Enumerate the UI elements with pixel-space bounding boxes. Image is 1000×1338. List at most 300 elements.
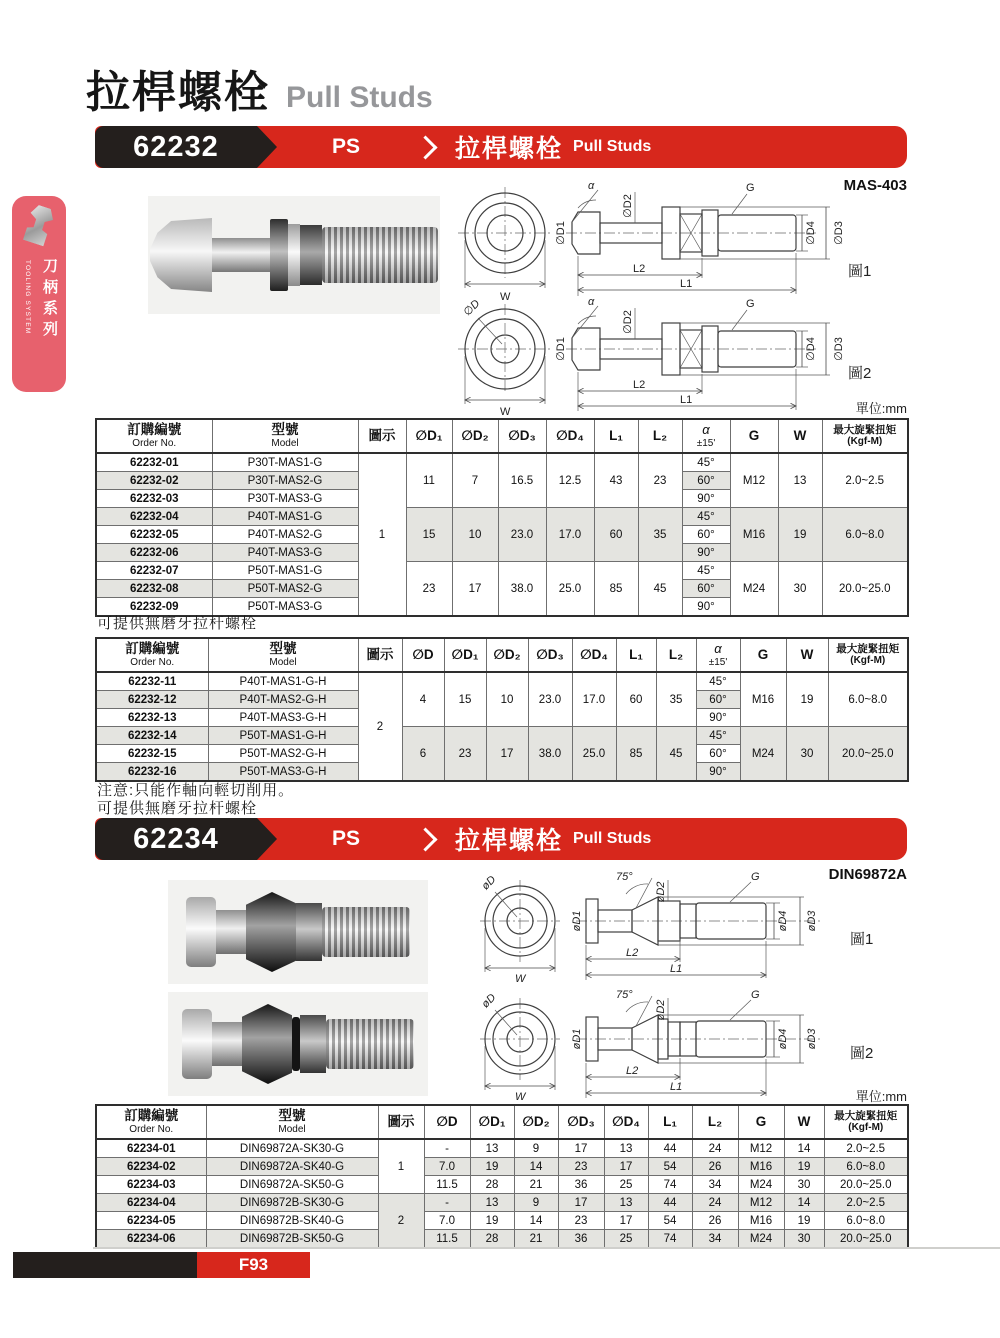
table-cell: 54 [648, 1212, 692, 1230]
table-cell: 10 [486, 672, 528, 727]
table-cell: 60° [682, 580, 730, 598]
table-cell: DIN69872B-SK30-G [206, 1194, 378, 1212]
dim-label-l2: L2 [633, 263, 646, 275]
table-cell: 11 [406, 453, 452, 508]
page-title [86, 56, 433, 120]
column-header: L₁ [648, 1105, 692, 1139]
dim-label-l2: L2 [626, 1065, 639, 1077]
column-header: ∅D₃ [498, 419, 546, 453]
table-row [96, 1176, 908, 1194]
table-cell: 90° [682, 490, 730, 508]
table-cell: M12 [738, 1194, 784, 1212]
table-cell: 44 [648, 1194, 692, 1212]
table-cell: 60° [682, 472, 730, 490]
column-header: L₁ [616, 638, 656, 672]
table-cell: 11.5 [424, 1176, 470, 1194]
column-header: ∅D₁ [406, 419, 452, 453]
table-cell: 30 [778, 562, 822, 617]
table-cell: - [424, 1194, 470, 1212]
standard-label-mas403: MAS-403 [843, 177, 907, 194]
table-cell: P50T-MAS3-G [212, 598, 358, 617]
column-header: 型號 Model [212, 419, 358, 453]
dim-label-w: W [500, 406, 511, 417]
column-header: ∅D₄ [572, 638, 616, 672]
table-cell: 34 [692, 1230, 738, 1249]
table-cell: 11.5 [424, 1230, 470, 1249]
table-cell: 2 [358, 672, 402, 781]
table-cell: 85 [616, 727, 656, 782]
dim-label-g: G [746, 298, 755, 310]
table-cell: 62232-07 [96, 562, 212, 580]
section-code-pill [95, 126, 257, 168]
column-header: ∅D₄ [604, 1105, 648, 1139]
table-cell: 45° [682, 453, 730, 472]
table-cell: 45° [682, 562, 730, 580]
column-header: 圖示 [378, 1105, 424, 1139]
chevron-right-icon [413, 827, 437, 851]
table-cell: 62232-09 [96, 598, 212, 617]
technical-drawing-mas-fig1 [450, 178, 850, 303]
figure2-label: 圖2 [848, 365, 872, 382]
dim-label-d1: ∅D1 [555, 337, 567, 361]
table-cell: M24 [740, 727, 786, 782]
table-cell: 17 [558, 1194, 604, 1212]
table-cell: 60° [696, 745, 740, 763]
table-cell: 16.5 [498, 453, 546, 508]
stud-cone [246, 892, 296, 972]
column-header: α ±15' [682, 419, 730, 453]
sidebar-title-zh: 刀柄系列 [41, 258, 58, 342]
table-cell: P40T-MAS3-G [212, 544, 358, 562]
table-cell: 14 [514, 1212, 558, 1230]
table-cell: 62232-11 [96, 672, 208, 691]
dim-label-d4: øD4 [777, 1028, 789, 1050]
table-cell: 62234-01 [96, 1139, 206, 1158]
pill-arrow [257, 818, 277, 860]
table-cell: 7.0 [424, 1212, 470, 1230]
table-cell: P50T-MAS1-G [212, 562, 358, 580]
banner-title-en: Pull Studs [573, 138, 652, 155]
stud-oring [292, 1017, 300, 1071]
table-cell: 17 [604, 1158, 648, 1176]
table-cell: 60° [682, 526, 730, 544]
table-cell: 74 [648, 1176, 692, 1194]
table-row [96, 1194, 908, 1212]
page-number-badge: F93 [197, 1252, 310, 1278]
table-cell: P40T-MAS3-G-H [208, 709, 358, 727]
table-cell: 60 [616, 672, 656, 727]
table-cell: 14 [784, 1139, 824, 1158]
table-cell: 28 [470, 1230, 514, 1249]
table-cell: 15 [406, 508, 452, 562]
table-cell: 45° [696, 727, 740, 745]
stud-head [150, 218, 212, 292]
stud-neck [212, 1022, 242, 1066]
table-cell: 45 [656, 727, 696, 782]
stud-neck [216, 910, 246, 954]
unit-label: 單位:mm [855, 401, 907, 416]
stud-flange [270, 219, 288, 291]
dim-label-d1: ∅D1 [555, 221, 567, 245]
dim-label-d3: øD3 [806, 910, 818, 932]
table-cell: 9 [514, 1194, 558, 1212]
dim-label-l1: L1 [680, 394, 693, 406]
column-header: 圖示 [358, 419, 406, 453]
column-header: ∅D₃ [528, 638, 572, 672]
table-cell: 7.0 [424, 1158, 470, 1176]
table-cell: 20.0~25.0 [824, 1176, 908, 1194]
table-cell: P50T-MAS2-G [212, 580, 358, 598]
table-cell: 36 [558, 1176, 604, 1194]
table-cell: 13 [778, 453, 822, 508]
table-cell: 44 [648, 1139, 692, 1158]
column-header: α ±15' [696, 638, 740, 672]
table-cell: P40T-MAS2-G [212, 526, 358, 544]
column-header: W [778, 419, 822, 453]
technical-drawing-din-fig1 [468, 868, 848, 986]
dim-label-d: øD [479, 991, 499, 1011]
table-cell: 90° [682, 544, 730, 562]
table-cell: 54 [648, 1158, 692, 1176]
table-cell: 62232-05 [96, 526, 212, 544]
dim-label-g: G [751, 989, 760, 1001]
table-cell: 24 [692, 1194, 738, 1212]
table-cell: 62232-12 [96, 691, 208, 709]
column-header: ∅D₂ [486, 638, 528, 672]
table-cell: 62234-03 [96, 1176, 206, 1194]
table-cell: 7 [452, 453, 498, 508]
stud-cone [242, 1004, 292, 1084]
series-label: PS [331, 827, 360, 850]
table-cell: 45° [696, 672, 740, 691]
column-header: 最大旋緊扭矩 (Kgf-M) [822, 419, 908, 453]
note-caution: 注意:只能作軸向輕切削用。 [97, 782, 295, 799]
column-header: ∅D [402, 638, 444, 672]
table-cell: 62234-04 [96, 1194, 206, 1212]
table-cell: 13 [604, 1139, 648, 1158]
footer-divider [93, 1247, 1000, 1249]
table-cell: 19 [470, 1158, 514, 1176]
column-header: 訂購編號 Order No. [96, 1105, 206, 1139]
table-cell: 20.0~25.0 [822, 562, 908, 617]
table-cell: 85 [594, 562, 638, 617]
table-cell: M24 [730, 562, 778, 617]
stud-collar [300, 1015, 326, 1073]
stud-thread [322, 907, 410, 957]
table-cell: 62232-15 [96, 745, 208, 763]
stud-ring [288, 224, 300, 286]
table-cell: 23.0 [498, 508, 546, 562]
table-cell: 62234-02 [96, 1158, 206, 1176]
table-cell: 45° [682, 508, 730, 526]
table-cell: 6.0~8.0 [828, 672, 908, 727]
table-cell: 62232-01 [96, 453, 212, 472]
chevron-right-icon [413, 135, 437, 159]
dim-label-angle: 75° [616, 989, 633, 1001]
section-banner-62232 [95, 126, 907, 168]
table-cell: 25.0 [572, 727, 616, 782]
table-cell: P30T-MAS2-G [212, 472, 358, 490]
column-header: L₂ [656, 638, 696, 672]
stud-cap [186, 897, 216, 967]
table-cell: DIN69872B-SK40-G [206, 1212, 378, 1230]
dim-label-w: W [500, 291, 511, 303]
column-header: 最大旋緊扭矩 (Kgf-M) [828, 638, 908, 672]
table-cell: 20.0~25.0 [824, 1230, 908, 1249]
table-row [96, 1139, 908, 1158]
column-header: W [786, 638, 828, 672]
stud-thread [326, 1019, 414, 1069]
table-cell: 10 [452, 508, 498, 562]
table-cell: 20.0~25.0 [828, 727, 908, 782]
table-cell: 15 [444, 672, 486, 727]
table-cell: M16 [730, 508, 778, 562]
table-cell: 23 [558, 1212, 604, 1230]
table-cell: 35 [638, 508, 682, 562]
dim-label-d3: ∅D3 [833, 337, 845, 361]
column-header: ∅D₁ [470, 1105, 514, 1139]
stud-collar [296, 903, 322, 961]
table-cell: 19 [786, 672, 828, 727]
dim-label-d1: øD1 [571, 910, 583, 932]
table-cell: P50T-MAS2-G-H [208, 745, 358, 763]
table-cell: 13 [470, 1139, 514, 1158]
table-cell: 6.0~8.0 [824, 1158, 908, 1176]
table-cell: P30T-MAS1-G [212, 453, 358, 472]
table-cell: M12 [730, 453, 778, 508]
table-cell: - [424, 1139, 470, 1158]
table-cell: 90° [682, 598, 730, 617]
column-header: G [740, 638, 786, 672]
table-cell: 21 [514, 1176, 558, 1194]
table-cell: 4 [402, 672, 444, 727]
column-header: L₁ [594, 419, 638, 453]
column-header: G [738, 1105, 784, 1139]
sidebar-title-en: TOOLING SYSTEM [24, 260, 31, 335]
table-cell: 35 [656, 672, 696, 727]
table-cell: 62234-06 [96, 1230, 206, 1249]
table-cell: 36 [558, 1230, 604, 1249]
column-header: ∅D₄ [546, 419, 594, 453]
table-cell: 2.0~2.5 [824, 1139, 908, 1158]
table-cell: M16 [740, 672, 786, 727]
dim-label-d2: øD2 [655, 881, 667, 903]
table-cell: 34 [692, 1176, 738, 1194]
table-cell: M24 [738, 1176, 784, 1194]
table-cell: 26 [692, 1212, 738, 1230]
dim-label-d2: ∅D2 [622, 194, 634, 218]
dim-label-g: G [746, 182, 755, 194]
column-header: L₂ [692, 1105, 738, 1139]
figure1-label: 圖1 [848, 263, 872, 280]
table-row [96, 672, 908, 691]
table-cell: 19 [470, 1212, 514, 1230]
dim-label-l1: L1 [670, 963, 683, 975]
table-cell: 17 [452, 562, 498, 617]
table-cell: 90° [696, 709, 740, 727]
table-cell: M12 [738, 1139, 784, 1158]
table-cell: 2.0~2.5 [822, 453, 908, 508]
section-code-pill [95, 818, 257, 860]
column-header: ∅D₂ [514, 1105, 558, 1139]
table-cell: 9 [514, 1139, 558, 1158]
table-cell: 6.0~8.0 [822, 508, 908, 562]
table-cell: 45 [638, 562, 682, 617]
banner-title-en: Pull Studs [573, 830, 652, 847]
table-cell: 38.0 [528, 727, 572, 782]
stud-cap [182, 1009, 212, 1079]
banner-title [455, 126, 651, 168]
dim-label-g: G [751, 871, 760, 883]
table-cell: DIN69872A-SK50-G [206, 1176, 378, 1194]
table-cell: 1 [378, 1139, 424, 1194]
table-row [96, 727, 908, 745]
table-cell: 12.5 [546, 453, 594, 508]
column-header: ∅D₂ [452, 419, 498, 453]
table-row [96, 508, 908, 526]
table-cell: P50T-MAS3-G-H [208, 763, 358, 782]
table-cell: 62232-03 [96, 490, 212, 508]
table-cell: 23 [638, 453, 682, 508]
table-cell: 23 [406, 562, 452, 617]
table-cell: 62232-04 [96, 508, 212, 526]
dim-label-d1: øD1 [571, 1028, 583, 1050]
dim-label-w: W [515, 973, 526, 985]
table-row [96, 562, 908, 580]
standard-label-din69872a: DIN69872A [828, 866, 907, 883]
table-cell: 62234-05 [96, 1212, 206, 1230]
table-cell: 2.0~2.5 [824, 1194, 908, 1212]
table-cell: 60° [696, 691, 740, 709]
dim-label-angle: 75° [616, 871, 633, 883]
table-cell: 17 [558, 1139, 604, 1158]
table-cell: 74 [648, 1230, 692, 1249]
table-cell: DIN69872B-SK50-G [206, 1230, 378, 1249]
product-photo-62234-b [168, 992, 428, 1096]
table-cell: 38.0 [498, 562, 546, 617]
figure2-label: 圖2 [850, 1045, 874, 1062]
table-cell: 90° [696, 763, 740, 782]
table-cell: 19 [778, 508, 822, 562]
dim-label-d: øD [479, 873, 499, 893]
table-cell: 13 [470, 1194, 514, 1212]
table-cell: 62232-06 [96, 544, 212, 562]
table-cell: 60 [594, 508, 638, 562]
table-cell: P50T-MAS1-G-H [208, 727, 358, 745]
series-label: PS [331, 135, 360, 158]
dim-label-d4: øD4 [777, 910, 789, 932]
table-cell: M24 [738, 1230, 784, 1249]
table-cell: 62232-02 [96, 472, 212, 490]
table-cell: 17 [604, 1212, 648, 1230]
dim-label-d: ∅D [461, 297, 483, 319]
table-cell: 6 [402, 727, 444, 782]
column-header: ∅D₁ [444, 638, 486, 672]
section-banner-62234 [95, 818, 907, 860]
sidebar-tab-tooling-system [12, 196, 66, 392]
section-code: 62232 [133, 130, 219, 163]
table-row [96, 453, 908, 472]
stud-collar [300, 225, 322, 285]
spec-table-62234 [95, 1104, 907, 1249]
dim-label-l2: L2 [633, 379, 646, 391]
dim-label-alpha: α [588, 296, 595, 308]
table-cell: 25 [604, 1176, 648, 1194]
column-header: ∅D₃ [558, 1105, 604, 1139]
dim-label-d4: ∅D4 [805, 221, 817, 245]
table-cell: 62232-13 [96, 709, 208, 727]
table-cell: 24 [692, 1139, 738, 1158]
dim-label-alpha: α [588, 180, 595, 192]
stud-thread [322, 227, 438, 283]
column-header: 型號 Model [208, 638, 358, 672]
table-cell: P40T-MAS1-G [212, 508, 358, 526]
dim-label-l1: L1 [680, 278, 693, 290]
dim-label-d4: ∅D4 [805, 337, 817, 361]
table-cell: 25.0 [546, 562, 594, 617]
product-photo-62234-a [168, 880, 428, 984]
table-cell: 19 [784, 1158, 824, 1176]
column-header: L₂ [638, 419, 682, 453]
table-cell: 23 [558, 1158, 604, 1176]
table-cell: 1 [358, 453, 406, 616]
column-header: 型號 Model [206, 1105, 378, 1139]
table-cell: 62232-14 [96, 727, 208, 745]
dim-label-l2: L2 [626, 947, 639, 959]
table-cell: 30 [786, 727, 828, 782]
page-title-en: Pull Studs [286, 81, 433, 114]
table-cell: 62232-08 [96, 580, 212, 598]
table-cell: 14 [514, 1158, 558, 1176]
column-header: 圖示 [358, 638, 402, 672]
table-row [96, 1230, 908, 1249]
product-photo-62232 [148, 196, 440, 314]
table-cell: 28 [470, 1176, 514, 1194]
table-cell: 6.0~8.0 [824, 1212, 908, 1230]
dim-label-d2: øD2 [655, 999, 667, 1021]
banner-title-zh: 拉桿螺栓 [455, 135, 564, 163]
table-cell: 17.0 [546, 508, 594, 562]
table-cell: 23 [444, 727, 486, 782]
table-cell: 13 [604, 1194, 648, 1212]
column-header: 訂購編號 Order No. [96, 419, 212, 453]
dim-label-d3: øD3 [806, 1028, 818, 1050]
table-cell: 17.0 [572, 672, 616, 727]
table-cell: P40T-MAS2-G-H [208, 691, 358, 709]
table-cell: 14 [784, 1194, 824, 1212]
table-cell: DIN69872A-SK30-G [206, 1139, 378, 1158]
table-cell: DIN69872A-SK40-G [206, 1158, 378, 1176]
table-cell: 26 [692, 1158, 738, 1176]
column-header: ∅D [424, 1105, 470, 1139]
table-cell: 30 [784, 1176, 824, 1194]
spec-table-62232-fig2 [95, 637, 907, 782]
spec-table-62232-fig1 [95, 418, 907, 617]
table-cell: M16 [738, 1212, 784, 1230]
banner-title [455, 818, 651, 860]
table-cell: 21 [514, 1230, 558, 1249]
table-row [96, 1212, 908, 1230]
dim-label-d2: ∅D2 [622, 310, 634, 334]
page-title-zh: 拉桿螺栓 [86, 68, 270, 117]
table-cell: 19 [784, 1212, 824, 1230]
table-cell: P30T-MAS3-G [212, 490, 358, 508]
table-cell: M16 [738, 1158, 784, 1176]
table-cell: 17 [486, 727, 528, 782]
table-cell: 25 [604, 1230, 648, 1249]
column-header: 訂購編號 Order No. [96, 638, 208, 672]
unit-label: 單位:mm [855, 1089, 907, 1104]
